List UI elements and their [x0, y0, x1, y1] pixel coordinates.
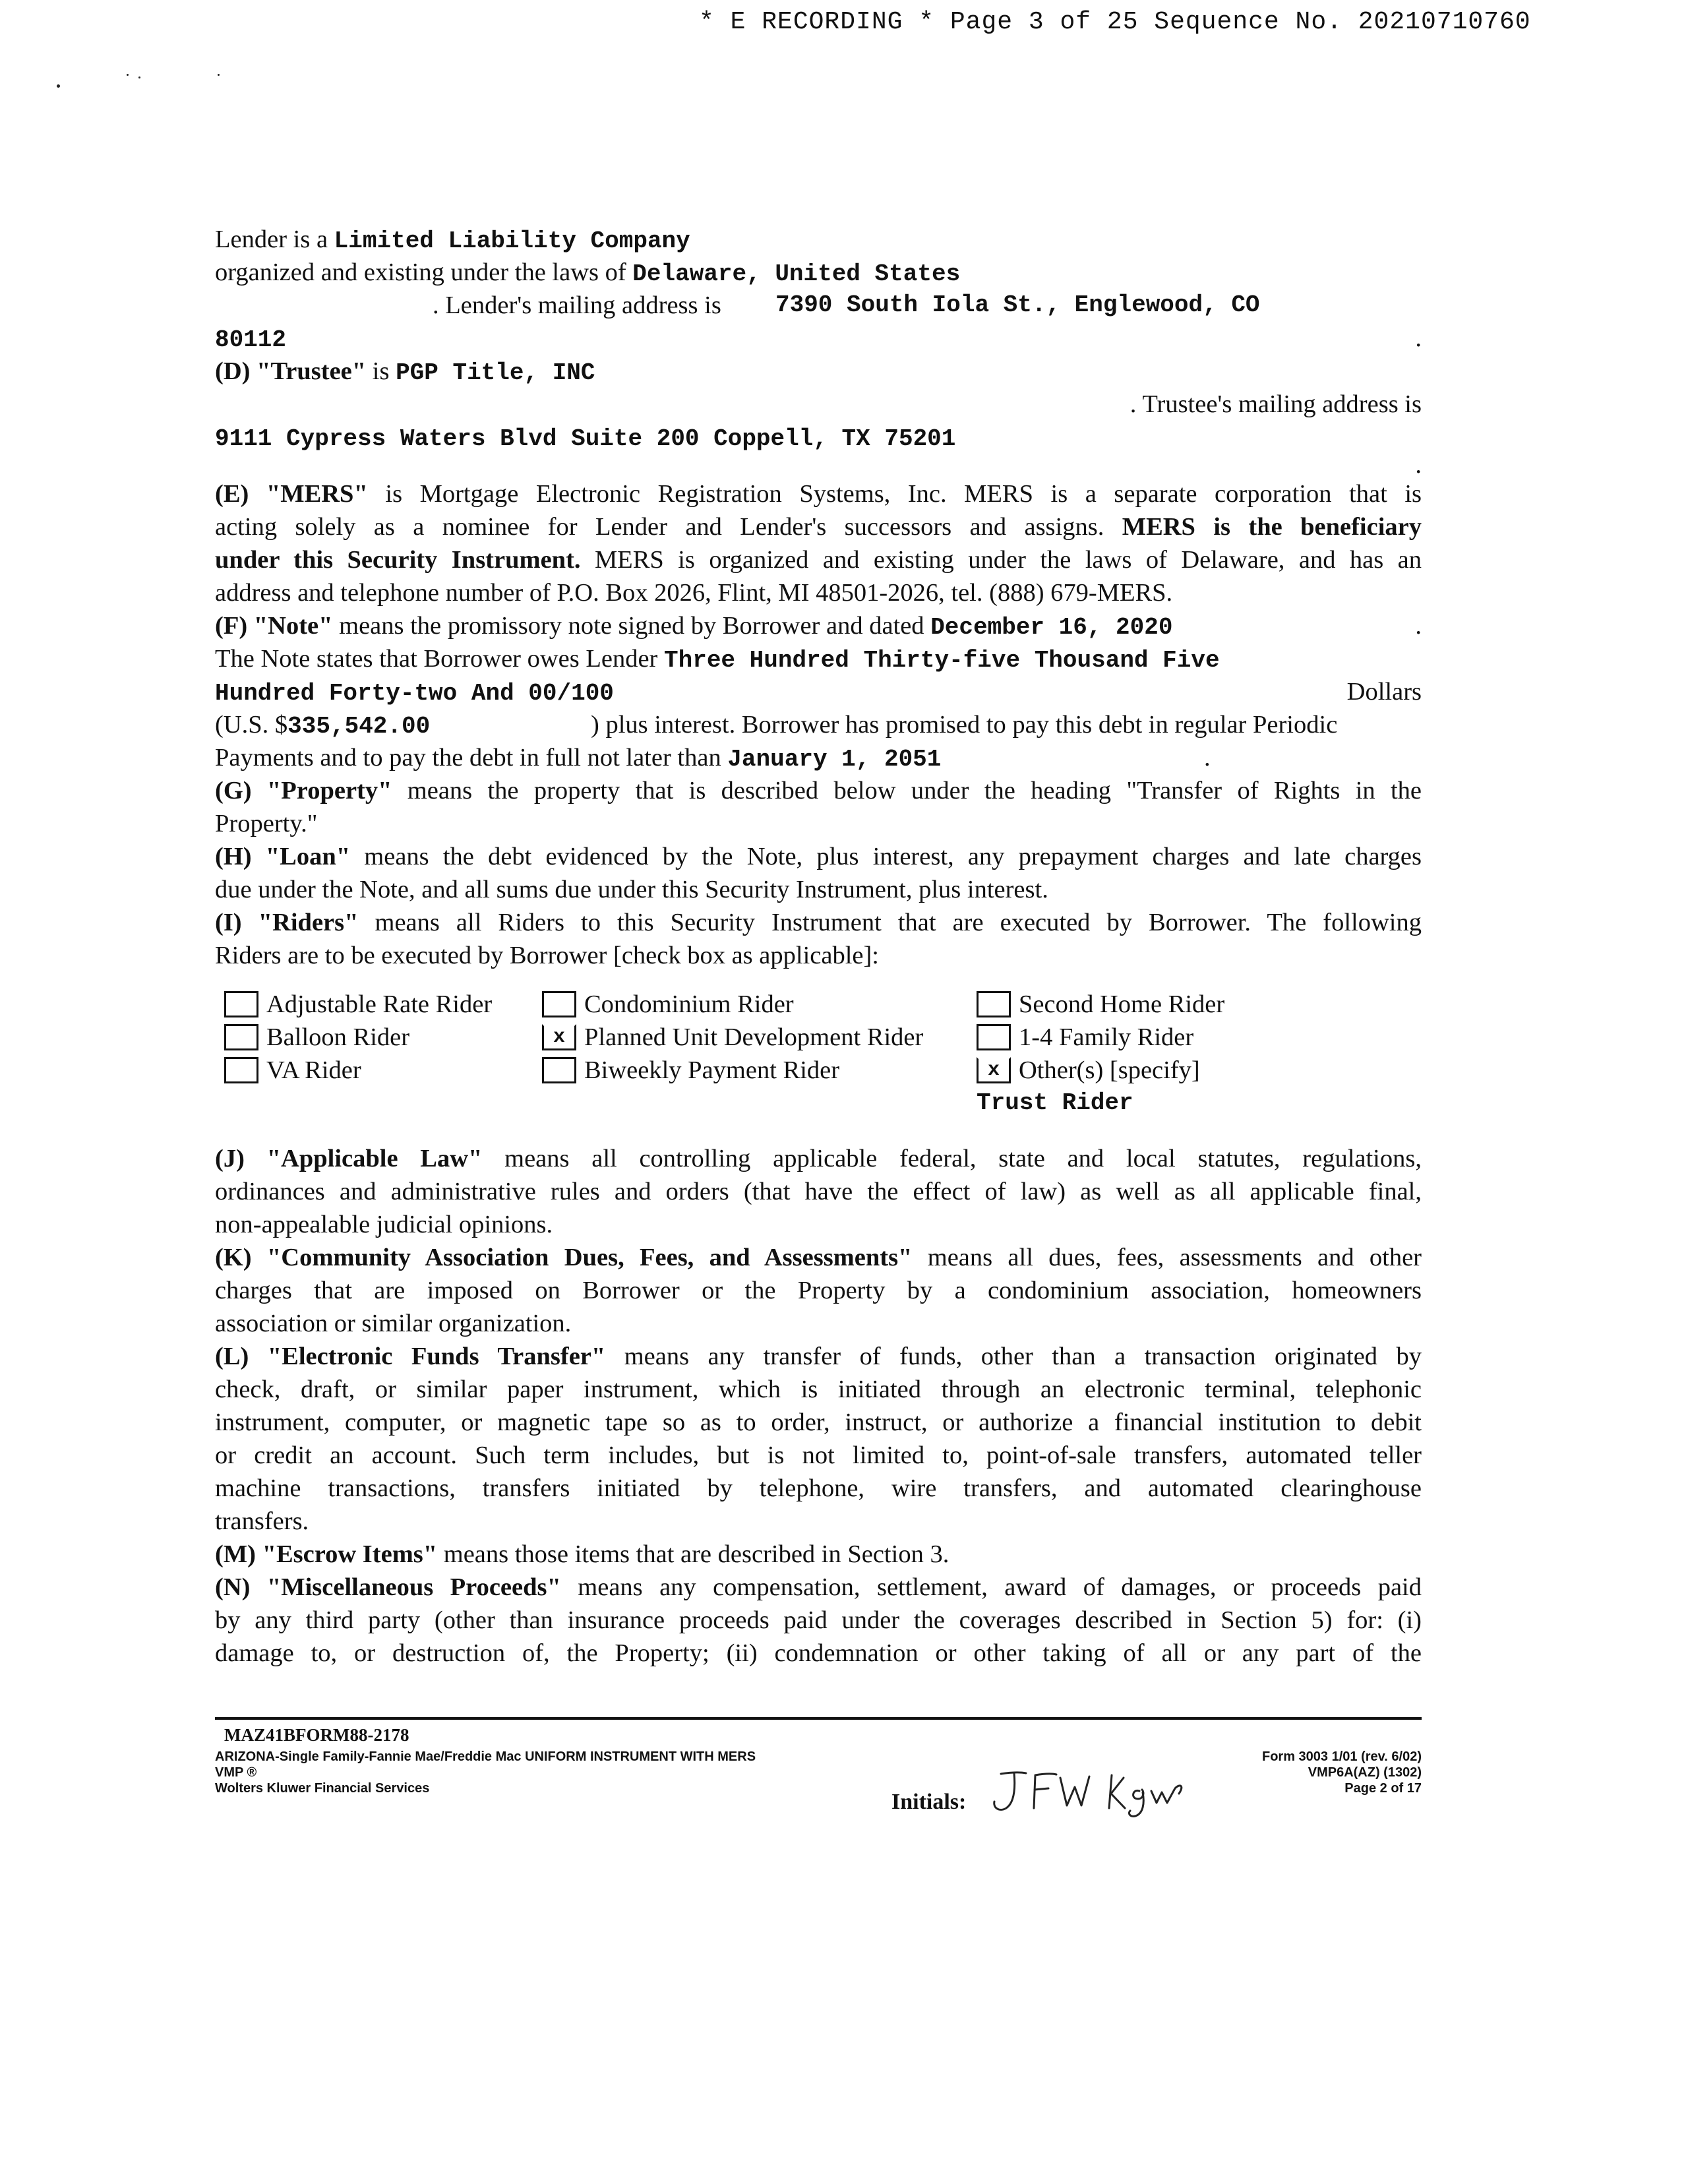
property-line-2 — [215, 807, 1422, 840]
note-amount-words: Hundred Forty-two And 00/100 — [215, 680, 614, 707]
checkbox[interactable] — [224, 1057, 258, 1083]
rider-label: Balloon Rider — [266, 1023, 410, 1051]
rider-planned-unit-development[interactable] — [542, 1021, 923, 1054]
text: or credit an account. Such term includes, but is not limited to, point-of-sale transfers, automated teller — [215, 1441, 1422, 1469]
text: instrument, computer, or magnetic tape so as to order, instruct, or authorize a financial institution to debit — [215, 1409, 1422, 1436]
text: is — [366, 357, 396, 385]
lender-mailing-line — [215, 289, 1422, 322]
mers-term: (E) "MERS" — [215, 480, 368, 508]
document-body — [215, 223, 1422, 1670]
note-line-4 — [215, 708, 1422, 741]
text: means the property that is described below under the heading "Transfer of Rights in the — [392, 777, 1422, 804]
footer-vmp-code: VMP6A(AZ) (1302) — [1308, 1765, 1422, 1780]
community-line-2 — [215, 1274, 1422, 1307]
footer-vmp: VMP ® — [215, 1765, 257, 1780]
rider-label: Adjustable Rate Rider — [266, 990, 493, 1018]
checkbox[interactable] — [542, 991, 576, 1017]
rider-label: 1-4 Family Rider — [1019, 1023, 1194, 1051]
text: means the debt evidenced by the Note, plus interest, any prepayment charges and late charges — [350, 843, 1422, 870]
checkbox[interactable] — [224, 991, 258, 1017]
text: damage to, or destruction of, the Property; (ii) condemnation or other taking of all or any part of the — [215, 1639, 1422, 1667]
scan-speck — [218, 74, 220, 76]
text: means any compensation, settlement, award of damages, or proceeds paid — [560, 1573, 1422, 1601]
text: non-appealable judicial opinions. — [215, 1211, 553, 1238]
text: association or similar organization. — [215, 1310, 572, 1337]
eft-line-4 — [215, 1439, 1422, 1472]
text: under this Security Instrument. — [215, 546, 581, 574]
community-line-3 — [215, 1307, 1422, 1340]
text: means those items that are described in Section 3. — [437, 1540, 950, 1568]
mers-line-3 — [215, 543, 1422, 576]
escrow-term: (M) "Escrow Items" — [215, 1540, 438, 1568]
recording-header: * E RECORDING * Page 3 of 25 Sequence No. 20210710760 — [699, 8, 1531, 36]
checkbox[interactable] — [977, 991, 1011, 1017]
checkbox[interactable] — [542, 1057, 576, 1083]
text: check, draft, or similar paper instrument, which is initiated through an electronic terminal, telephonic — [215, 1376, 1422, 1403]
text: ) plus interest. Borrower has promised to pay this debt in regular Periodic — [591, 711, 1338, 739]
rider-1-4-family[interactable] — [977, 1021, 1193, 1054]
lender-zip: 80112 — [215, 326, 287, 353]
text: (U.S. $ — [215, 711, 288, 739]
rider-other[interactable] — [977, 1054, 1200, 1087]
applicable-law-line-2 — [215, 1175, 1422, 1208]
lender-mailing-line-2 — [215, 322, 1422, 355]
checkbox[interactable]: x — [542, 1024, 576, 1050]
text: due under the Note, and all sums due under this Security Instrument, plus interest. — [215, 876, 1048, 903]
trustee-term: (D) "Trustee" — [215, 357, 367, 385]
note-line-1 — [215, 609, 1422, 642]
lender-organized-line — [215, 256, 1422, 289]
checkbox[interactable]: x — [977, 1057, 1011, 1083]
misc-proceeds-line-1 — [215, 1571, 1422, 1604]
misc-proceeds-line-2 — [215, 1604, 1422, 1637]
riders-term: (I) "Riders" — [215, 909, 359, 936]
note-line-3 — [215, 675, 1422, 708]
text: means any transfer of funds, other than a transaction originated by — [605, 1343, 1422, 1370]
text: means all dues, fees, assessments and other — [912, 1244, 1422, 1271]
mers-line-4 — [215, 576, 1422, 609]
text: . — [1204, 744, 1211, 772]
spacer — [215, 1120, 1422, 1142]
text: organized and existing under the laws of — [215, 258, 633, 286]
footer-form-info — [215, 1749, 756, 1796]
text: address and telephone number of P.O. Box 2026, Flint, MI 48501-2026, tel. (888) 679-MERS. — [215, 579, 1173, 607]
misc-proceeds-term: (N) "Miscellaneous Proceeds" — [215, 1573, 561, 1601]
footer-form-number — [1262, 1749, 1422, 1796]
trustee-line — [215, 355, 1422, 388]
eft-term: (L) "Electronic Funds Transfer" — [215, 1343, 606, 1370]
initials-label: Initials: — [891, 1790, 967, 1814]
text: Property." — [215, 810, 318, 837]
rider-checkbox-grid — [215, 988, 1422, 1120]
text: ordinances and administrative rules and orders (that have the effect of law) as well as all applicable final, — [215, 1178, 1422, 1205]
property-term: (G) "Property" — [215, 777, 392, 804]
footer-publisher: Wolters Kluwer Financial Services — [215, 1781, 430, 1796]
initials-signature — [982, 1762, 1193, 1821]
note-amount: 335,542.00 — [287, 713, 431, 740]
rider-biweekly-payment[interactable] — [542, 1054, 839, 1087]
eft-line-3 — [215, 1406, 1422, 1439]
trustee-period-line — [215, 451, 1422, 479]
lender-entity-type: Limited Liability Company — [334, 228, 690, 255]
escrow-line-1 — [215, 1538, 1422, 1571]
note-term: (F) "Note" — [215, 612, 333, 640]
community-line-1 — [215, 1241, 1422, 1274]
text: by any third party (other than insurance proceeds paid under the coverages described in Section 5) for: (i) — [215, 1606, 1422, 1634]
text: means the promissory note signed by Borrower and dated — [332, 612, 931, 640]
text: means all Riders to this Security Instrument that are executed by Borrower. The following — [358, 909, 1422, 936]
footer-form-rev: Form 3003 1/01 (rev. 6/02) — [1262, 1749, 1422, 1764]
rider-va[interactable] — [224, 1054, 361, 1087]
loan-line-1 — [215, 840, 1422, 873]
text: MERS is the beneficiary — [1122, 513, 1422, 541]
text: acting solely as a nominee for Lender and Lender's successors and assigns. — [215, 513, 1122, 541]
rider-condominium[interactable] — [542, 988, 794, 1021]
text: means all controlling applicable federal, state and local statutes, regulations, — [482, 1145, 1422, 1172]
checkbox[interactable] — [224, 1024, 258, 1050]
scan-speck — [127, 74, 129, 76]
text: . — [1415, 451, 1422, 479]
text: machine transactions, transfers initiated by telephone, wire transfers, and automated clearinghouse — [215, 1474, 1422, 1502]
note-line-2 — [215, 642, 1422, 675]
applicable-law-line-3 — [215, 1208, 1422, 1241]
text: Dollars — [1346, 678, 1422, 706]
rider-label: VA Rider — [266, 1056, 361, 1084]
loan-term: (H) "Loan" — [215, 843, 351, 870]
text: is Mortgage Electronic Registration Systems, Inc. MERS is a separate corporation that is — [367, 480, 1422, 508]
rider-label: Second Home Rider — [1019, 990, 1225, 1018]
trustee-mailing-prefix-line — [215, 388, 1422, 421]
text: Payments and to pay the debt in full not later than — [215, 744, 728, 772]
trustee-mailing-address: 9111 Cypress Waters Blvd Suite 200 Coppell, TX 75201 — [215, 425, 956, 452]
scan-speck — [57, 84, 60, 88]
applicable-law-line-1 — [215, 1142, 1422, 1175]
text: Lender is a — [215, 226, 334, 253]
mers-line-1 — [215, 477, 1422, 510]
note-maturity-date: January 1, 2051 — [727, 746, 942, 773]
rider-label: Condominium Rider — [584, 990, 794, 1018]
lender-jurisdiction: Delaware, United States — [632, 260, 961, 288]
text: . — [1415, 612, 1422, 640]
footer-page-number: Page 2 of 17 — [1344, 1781, 1422, 1796]
note-line-5 — [215, 741, 1422, 774]
note-amount-words: Three Hundred Thirty-five Thousand Five — [664, 647, 1220, 674]
text: charges that are imposed on Borrower or the Property by a condominium association, homeowners — [215, 1277, 1422, 1304]
other-rider-name: Trust Rider — [977, 1089, 1133, 1116]
rider-adjustable-rate[interactable] — [224, 988, 492, 1021]
scan-speck — [138, 76, 140, 78]
checkbox[interactable] — [977, 1024, 1011, 1050]
rider-label: Other(s) [specify] — [1019, 1056, 1200, 1084]
text: transfers. — [215, 1507, 309, 1535]
applicable-law-term: (J) "Applicable Law" — [215, 1145, 483, 1172]
eft-line-2 — [215, 1373, 1422, 1406]
text: . Lender's mailing address is — [433, 291, 721, 319]
misc-proceeds-line-3 — [215, 1637, 1422, 1670]
text: Riders are to be executed by Borrower [check box as applicable]: — [215, 942, 879, 969]
community-term: (K) "Community Association Dues, Fees, and Assessments" — [215, 1244, 913, 1271]
rider-label: Biweekly Payment Rider — [584, 1056, 840, 1084]
eft-line-6 — [215, 1505, 1422, 1538]
lender-mailing-address: 7390 South Iola St., Englewood, CO — [775, 291, 1260, 318]
note-date: December 16, 2020 — [930, 614, 1173, 641]
rider-balloon[interactable] — [224, 1021, 409, 1054]
eft-line-5 — [215, 1472, 1422, 1505]
loan-line-2 — [215, 873, 1422, 906]
lender-entity-line — [215, 223, 1422, 256]
text: . — [1415, 324, 1422, 352]
text: The Note states that Borrower owes Lender — [215, 645, 665, 673]
riders-line-2 — [215, 939, 1422, 972]
text: MERS is organized and existing under the laws of Delaware, and has an — [580, 546, 1422, 574]
riders-line-1 — [215, 906, 1422, 939]
rider-label: Planned Unit Development Rider — [584, 1023, 924, 1051]
footer-rule — [215, 1717, 1422, 1720]
footer-form-title: ARIZONA-Single Family-Fannie Mae/Freddie Mac UNIFORM INSTRUMENT WITH MERS — [215, 1749, 756, 1764]
mers-line-2 — [215, 510, 1422, 543]
eft-line-1 — [215, 1340, 1422, 1373]
trustee-name: PGP Title, INC — [396, 359, 595, 386]
text: . Trustee's mailing address is — [1130, 390, 1422, 418]
trustee-mailing-line — [215, 421, 1422, 454]
form-code: MAZ41BFORM88-2178 — [224, 1725, 409, 1745]
rider-second-home[interactable] — [977, 988, 1224, 1021]
property-line-1 — [215, 774, 1422, 807]
